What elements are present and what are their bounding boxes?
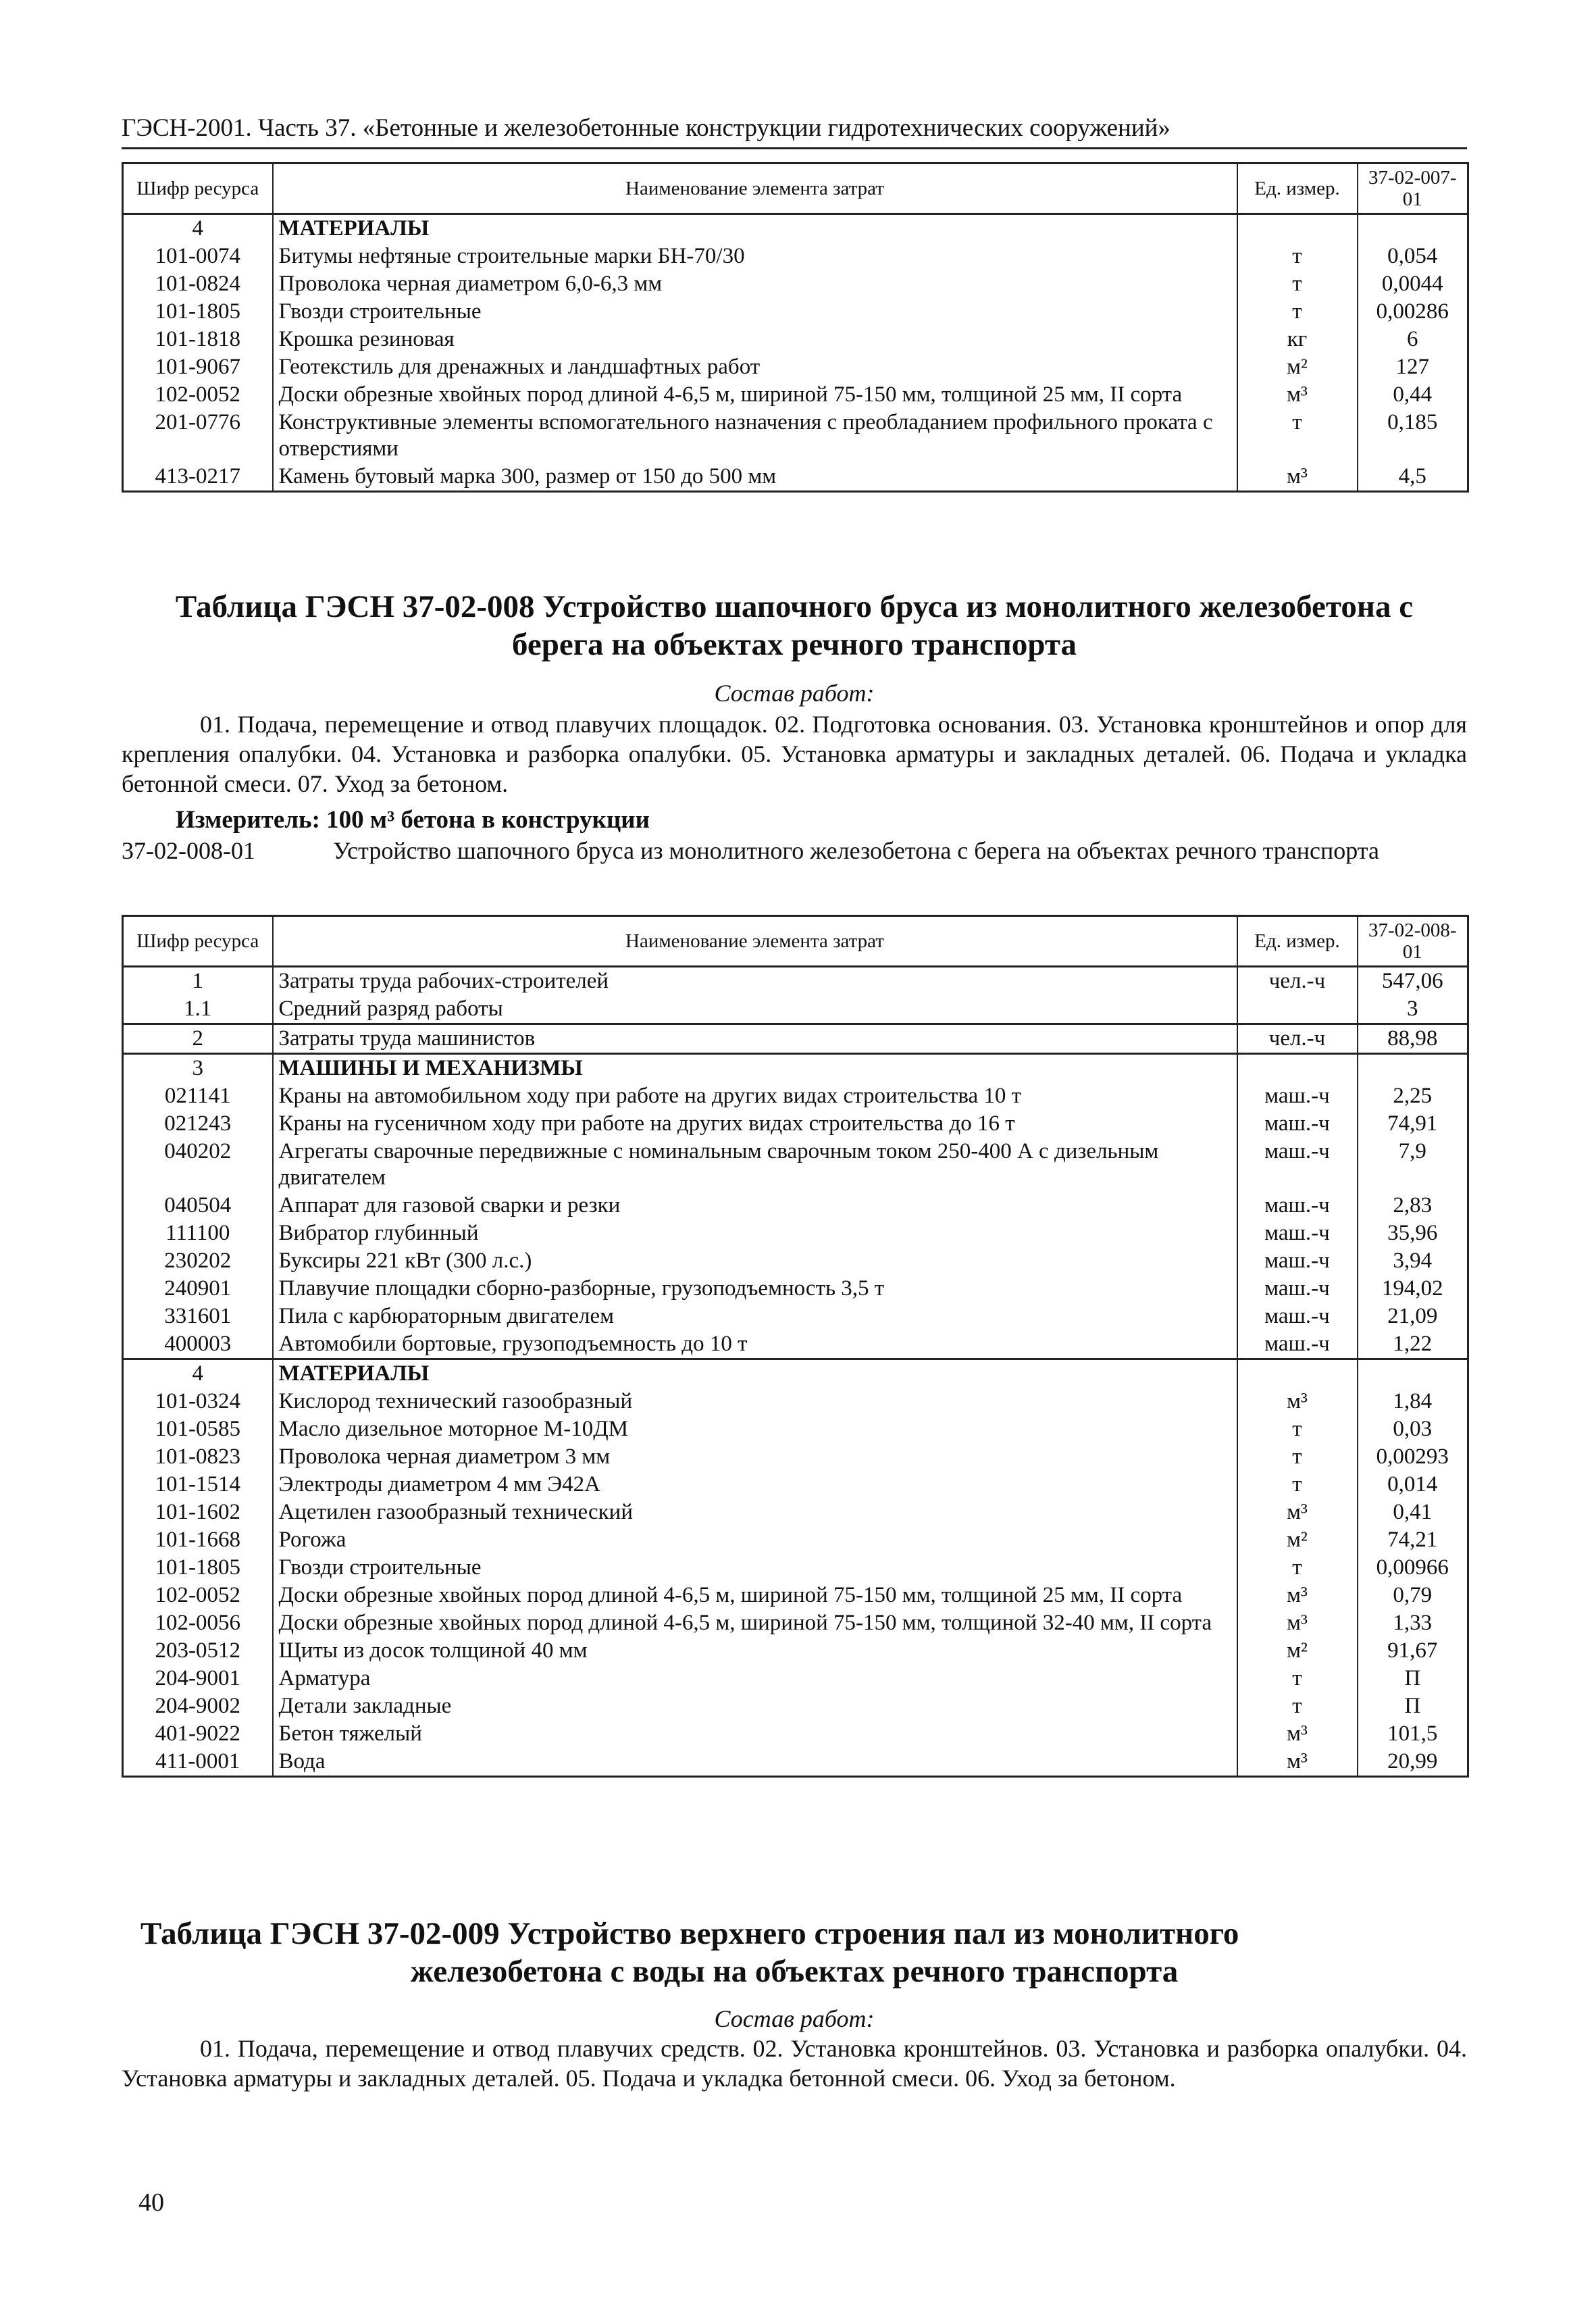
table-title-37-02-008 xyxy=(122,588,1467,663)
table-row xyxy=(123,1415,1468,1443)
unit-cell: маш.-ч xyxy=(1237,1138,1358,1192)
table-row xyxy=(123,298,1468,326)
table-row xyxy=(123,1609,1468,1637)
value-cell: 1,84 xyxy=(1358,1388,1468,1415)
value-cell: 0,014 xyxy=(1358,1471,1468,1499)
table-row xyxy=(123,326,1468,353)
table-row xyxy=(123,409,1468,463)
table-title-line1: Таблица ГЭСН 37-02-009 Устройство верхнего строения пал из монолитного xyxy=(140,1916,1239,1951)
name-cell: Бетон тяжелый xyxy=(273,1720,1237,1748)
value-cell: 194,02 xyxy=(1358,1275,1468,1303)
name-cell: Детали закладные xyxy=(273,1692,1237,1720)
table-row xyxy=(123,1692,1468,1720)
value-cell: 0,00286 xyxy=(1358,298,1468,326)
code-cell: 101-1514 xyxy=(123,1471,273,1499)
value-cell: 0,41 xyxy=(1358,1499,1468,1526)
name-cell: Битумы нефтяные строительные марки БН-70/30 xyxy=(273,243,1237,270)
table-row xyxy=(123,1024,1468,1054)
code-cell: 331601 xyxy=(123,1303,273,1330)
name-cell: Гвозди строительные xyxy=(273,1554,1237,1582)
name-cell: Арматура xyxy=(273,1665,1237,1692)
unit-cell: т xyxy=(1237,243,1358,270)
code-cell: 102-0052 xyxy=(123,381,273,409)
unit-cell: маш.-ч xyxy=(1237,1219,1358,1247)
code-cell: 400003 xyxy=(123,1330,273,1359)
column-header-code: Шифр ресурса xyxy=(123,164,273,214)
name-cell: Средний разряд работы xyxy=(273,995,1237,1024)
resource-table-37-02-007 xyxy=(122,162,1469,493)
table-row xyxy=(123,1330,1468,1359)
name-cell: Электроды диаметром 4 мм Э42А xyxy=(273,1471,1237,1499)
unit-cell: м³ xyxy=(1237,1720,1358,1748)
table-body xyxy=(123,214,1468,492)
table-row xyxy=(123,381,1468,409)
name-cell: Вибратор глубинный xyxy=(273,1219,1237,1247)
code-cell: 240901 xyxy=(123,1275,273,1303)
code-cell: 230202 xyxy=(123,1247,273,1275)
unit-cell: м³ xyxy=(1237,1499,1358,1526)
unit-cell: чел.-ч xyxy=(1237,1024,1358,1054)
table-row xyxy=(123,1720,1468,1748)
value-cell: 127 xyxy=(1358,353,1468,381)
column-header-norm: 37-02-008-01 xyxy=(1358,916,1468,967)
value-cell: 91,67 xyxy=(1358,1637,1468,1665)
name-cell: Кислород технический газообразный xyxy=(273,1388,1237,1415)
unit-cell xyxy=(1237,214,1358,243)
value-cell: 4,5 xyxy=(1358,463,1468,492)
code-cell: 101-1805 xyxy=(123,298,273,326)
code-cell: 101-1818 xyxy=(123,326,273,353)
code-cell: 2 xyxy=(123,1024,273,1054)
code-cell: 4 xyxy=(123,214,273,243)
unit-cell: м³ xyxy=(1237,463,1358,492)
unit-cell: м² xyxy=(1237,1637,1358,1665)
code-cell: 021243 xyxy=(123,1110,273,1138)
value-cell: 547,06 xyxy=(1358,967,1468,996)
table-row xyxy=(123,1388,1468,1415)
table-title-line2: железобетона с воды на объектах речного транспорта xyxy=(410,1954,1179,1989)
unit-cell: м³ xyxy=(1237,1582,1358,1609)
unit-cell xyxy=(1237,995,1358,1024)
name-cell: Затраты труда машинистов xyxy=(273,1024,1237,1054)
table-row xyxy=(123,1665,1468,1692)
table-row xyxy=(123,270,1468,298)
unit-cell: м³ xyxy=(1237,1609,1358,1637)
column-header-unit: Ед. измер. xyxy=(1237,164,1358,214)
code-cell: 101-0074 xyxy=(123,243,273,270)
unit-cell: м² xyxy=(1237,353,1358,381)
norm-line xyxy=(122,836,1467,897)
column-header-name: Наименование элемента затрат xyxy=(273,916,1237,967)
page-number: 40 xyxy=(138,2188,164,2217)
value-cell: 0,0044 xyxy=(1358,270,1468,298)
name-cell: МАТЕРИАЛЫ xyxy=(273,1359,1237,1388)
table-row xyxy=(123,1443,1468,1471)
code-cell: 101-9067 xyxy=(123,353,273,381)
name-cell: Щиты из досок толщиной 40 мм xyxy=(273,1637,1237,1665)
value-cell: 35,96 xyxy=(1358,1219,1468,1247)
name-cell: Агрегаты сварочные передвижные с номинальным сварочным током 250-400 А с дизельным двигателем xyxy=(273,1138,1237,1192)
code-cell: 101-0824 xyxy=(123,270,273,298)
name-cell: Конструктивные элементы вспомогательного назначения с преобладанием профильного проката с отверстиями xyxy=(273,409,1237,463)
name-cell: Буксиры 221 кВт (300 л.с.) xyxy=(273,1247,1237,1275)
code-cell: 040202 xyxy=(123,1138,273,1192)
code-cell: 040504 xyxy=(123,1192,273,1219)
table-row xyxy=(123,1110,1468,1138)
table-row xyxy=(123,1082,1468,1110)
code-cell: 101-0585 xyxy=(123,1415,273,1443)
unit-cell: т xyxy=(1237,270,1358,298)
norm-code: 37-02-008-01 xyxy=(122,837,255,864)
unit-cell: т xyxy=(1237,298,1358,326)
table-row xyxy=(123,967,1468,996)
value-cell: 20,99 xyxy=(1358,1748,1468,1777)
table-header-row xyxy=(123,916,1468,967)
table-header-row xyxy=(123,164,1468,214)
code-cell: 021141 xyxy=(123,1082,273,1110)
value-cell: 74,91 xyxy=(1358,1110,1468,1138)
value-cell: 7,9 xyxy=(1358,1138,1468,1192)
unit-cell: т xyxy=(1237,1554,1358,1582)
name-cell: Автомобили бортовые, грузоподъемность до 10 т xyxy=(273,1330,1237,1359)
unit-cell: маш.-ч xyxy=(1237,1303,1358,1330)
table-row xyxy=(123,1275,1468,1303)
value-cell: 0,00293 xyxy=(1358,1443,1468,1471)
measurer-line: Измеритель: 100 м³ бетона в конструкции xyxy=(176,806,650,834)
column-header-norm: 37-02-007-01 xyxy=(1358,164,1468,214)
code-cell: 411-0001 xyxy=(123,1748,273,1777)
table-title-line2: берега на объектах речного транспорта xyxy=(511,627,1077,662)
table-row xyxy=(123,1748,1468,1777)
value-cell xyxy=(1358,214,1468,243)
name-cell: Доски обрезные хвойных пород длиной 4-6,5 м, шириной 75-150 мм, толщиной 32-40 мм, II сорта xyxy=(273,1609,1237,1637)
norm-description: Устройство шапочного бруса из монолитного железобетона с берега на объектах речного транспорта xyxy=(333,837,1379,864)
value-cell: 21,09 xyxy=(1358,1303,1468,1330)
code-cell: 101-0324 xyxy=(123,1388,273,1415)
table-row xyxy=(123,214,1468,243)
value-cell: 0,03 xyxy=(1358,1415,1468,1443)
column-header-code: Шифр ресурса xyxy=(123,916,273,967)
code-cell: 204-9002 xyxy=(123,1692,273,1720)
name-cell: Доски обрезные хвойных пород длиной 4-6,5 м, шириной 75-150 мм, толщиной 25 мм, II сорта xyxy=(273,381,1237,409)
table-row xyxy=(123,463,1468,492)
table-row xyxy=(123,1554,1468,1582)
code-cell: 101-1805 xyxy=(123,1554,273,1582)
name-cell: Гвозди строительные xyxy=(273,298,1237,326)
value-cell: 74,21 xyxy=(1358,1526,1468,1554)
code-cell: 1 xyxy=(123,967,273,996)
table-row xyxy=(123,1247,1468,1275)
name-cell: Пила с карбюраторным двигателем xyxy=(273,1303,1237,1330)
composition-text: 01. Подача, перемещение и отвод плавучих площадок. 02. Подготовка основания. 03. Установка кронштейнов и опор для крепления опалубки. 04. Установка и разборка опалубки. 05. Установка арматуры и закладных деталей. 06. Подача и укладка бетонной смеси. 07. Уход за бетоном. xyxy=(122,711,1467,797)
name-cell: Ацетилен газообразный технический xyxy=(273,1499,1237,1526)
table-row xyxy=(123,1582,1468,1609)
name-cell: Масло дизельное моторное М-10ДМ xyxy=(273,1415,1237,1443)
value-cell: 0,79 xyxy=(1358,1582,1468,1609)
name-cell: МАТЕРИАЛЫ xyxy=(273,214,1237,243)
code-cell: 3 xyxy=(123,1054,273,1083)
code-cell: 102-0052 xyxy=(123,1582,273,1609)
unit-cell: т xyxy=(1237,1471,1358,1499)
table-row xyxy=(123,1219,1468,1247)
table-title-37-02-009 xyxy=(122,1915,1467,1990)
unit-cell: т xyxy=(1237,1415,1358,1443)
value-cell: 1,22 xyxy=(1358,1330,1468,1359)
value-cell: П xyxy=(1358,1692,1468,1720)
unit-cell: м² xyxy=(1237,1526,1358,1554)
name-cell: Вода xyxy=(273,1748,1237,1777)
code-cell: 101-0823 xyxy=(123,1443,273,1471)
unit-cell: маш.-ч xyxy=(1237,1110,1358,1138)
code-cell: 101-1668 xyxy=(123,1526,273,1554)
unit-cell xyxy=(1237,1359,1358,1388)
name-cell: Доски обрезные хвойных пород длиной 4-6,5 м, шириной 75-150 мм, толщиной 25 мм, II сорта xyxy=(273,1582,1237,1609)
table-row xyxy=(123,1637,1468,1665)
name-cell: Камень бутовый марка 300, размер от 150 до 500 мм xyxy=(273,463,1237,492)
composition-label: Состав работ: xyxy=(714,2005,875,2032)
name-cell: Плавучие площадки сборно-разборные, грузоподъемность 3,5 т xyxy=(273,1275,1237,1303)
composition-label: Состав работ: xyxy=(714,680,875,707)
name-cell: Краны на автомобильном ходу при работе на других видах строительства 10 т xyxy=(273,1082,1237,1110)
value-cell: 3 xyxy=(1358,995,1468,1024)
name-cell: Крошка резиновая xyxy=(273,326,1237,353)
code-cell: 1.1 xyxy=(123,995,273,1024)
code-cell: 4 xyxy=(123,1359,273,1388)
unit-cell: т xyxy=(1237,1443,1358,1471)
unit-cell: маш.-ч xyxy=(1237,1082,1358,1110)
unit-cell: маш.-ч xyxy=(1237,1330,1358,1359)
name-cell: МАШИНЫ И МЕХАНИЗМЫ xyxy=(273,1054,1237,1083)
value-cell: 101,5 xyxy=(1358,1720,1468,1748)
column-header-unit: Ед. измер. xyxy=(1237,916,1358,967)
value-cell xyxy=(1358,1054,1468,1083)
table-row xyxy=(123,243,1468,270)
table-row xyxy=(123,1471,1468,1499)
name-cell: Краны на гусеничном ходу при работе на других видах строительства до 16 т xyxy=(273,1110,1237,1138)
table-row xyxy=(123,1359,1468,1388)
code-cell: 111100 xyxy=(123,1219,273,1247)
value-cell: 6 xyxy=(1358,326,1468,353)
table-row xyxy=(123,1138,1468,1192)
value-cell: 0,185 xyxy=(1358,409,1468,463)
table-title-line1: Таблица ГЭСН 37-02-008 Устройство шапочного бруса из монолитного железобетона с xyxy=(175,589,1414,624)
value-cell: 0,00966 xyxy=(1358,1554,1468,1582)
code-cell: 401-9022 xyxy=(123,1720,273,1748)
name-cell: Проволока черная диаметром 6,0-6,3 мм xyxy=(273,270,1237,298)
column-header-name: Наименование элемента затрат xyxy=(273,164,1237,214)
table-row xyxy=(123,1499,1468,1526)
table-body xyxy=(123,967,1468,1777)
code-cell: 101-1602 xyxy=(123,1499,273,1526)
resource-table-37-02-008 xyxy=(122,915,1469,1778)
value-cell: 3,94 xyxy=(1358,1247,1468,1275)
table-row xyxy=(123,1303,1468,1330)
unit-cell: т xyxy=(1237,1665,1358,1692)
code-cell: 204-9001 xyxy=(123,1665,273,1692)
value-cell: 1,33 xyxy=(1358,1609,1468,1637)
table-row xyxy=(123,353,1468,381)
name-cell: Геотекстиль для дренажных и ландшафтных работ xyxy=(273,353,1237,381)
value-cell: 0,054 xyxy=(1358,243,1468,270)
table-row xyxy=(123,1054,1468,1083)
unit-cell: м³ xyxy=(1237,381,1358,409)
unit-cell: т xyxy=(1237,1692,1358,1720)
value-cell: 0,44 xyxy=(1358,381,1468,409)
table-row xyxy=(123,1192,1468,1219)
table-row xyxy=(123,995,1468,1024)
name-cell: Затраты труда рабочих-строителей xyxy=(273,967,1237,996)
unit-cell xyxy=(1237,1054,1358,1083)
unit-cell: маш.-ч xyxy=(1237,1275,1358,1303)
composition-text: 01. Подача, перемещение и отвод плавучих средств. 02. Установка кронштейнов. 03. Установка и разборка опалубки. 04. Установка арматуры и закладных деталей. 05. Подача и укладка бетонной смеси. 06. Уход за бетоном. xyxy=(122,2035,1467,2092)
value-cell: П xyxy=(1358,1665,1468,1692)
unit-cell: маш.-ч xyxy=(1237,1192,1358,1219)
name-cell: Рогожа xyxy=(273,1526,1237,1554)
value-cell: 2,83 xyxy=(1358,1192,1468,1219)
code-cell: 201-0776 xyxy=(123,409,273,463)
unit-cell: кг xyxy=(1237,326,1358,353)
code-cell: 413-0217 xyxy=(123,463,273,492)
code-cell: 203-0512 xyxy=(123,1637,273,1665)
value-cell: 2,25 xyxy=(1358,1082,1468,1110)
code-cell: 102-0056 xyxy=(123,1609,273,1637)
unit-cell: чел.-ч xyxy=(1237,967,1358,996)
unit-cell: м³ xyxy=(1237,1388,1358,1415)
name-cell: Аппарат для газовой сварки и резки xyxy=(273,1192,1237,1219)
unit-cell: маш.-ч xyxy=(1237,1247,1358,1275)
page-header: ГЭСН-2001. Часть 37. «Бетонные и железобетонные конструкции гидротехнических сооружений» xyxy=(122,114,1467,149)
name-cell: Проволока черная диаметром 3 мм xyxy=(273,1443,1237,1471)
unit-cell: м³ xyxy=(1237,1748,1358,1777)
value-cell: 88,98 xyxy=(1358,1024,1468,1054)
unit-cell: т xyxy=(1237,409,1358,463)
value-cell xyxy=(1358,1359,1468,1388)
table-row xyxy=(123,1526,1468,1554)
